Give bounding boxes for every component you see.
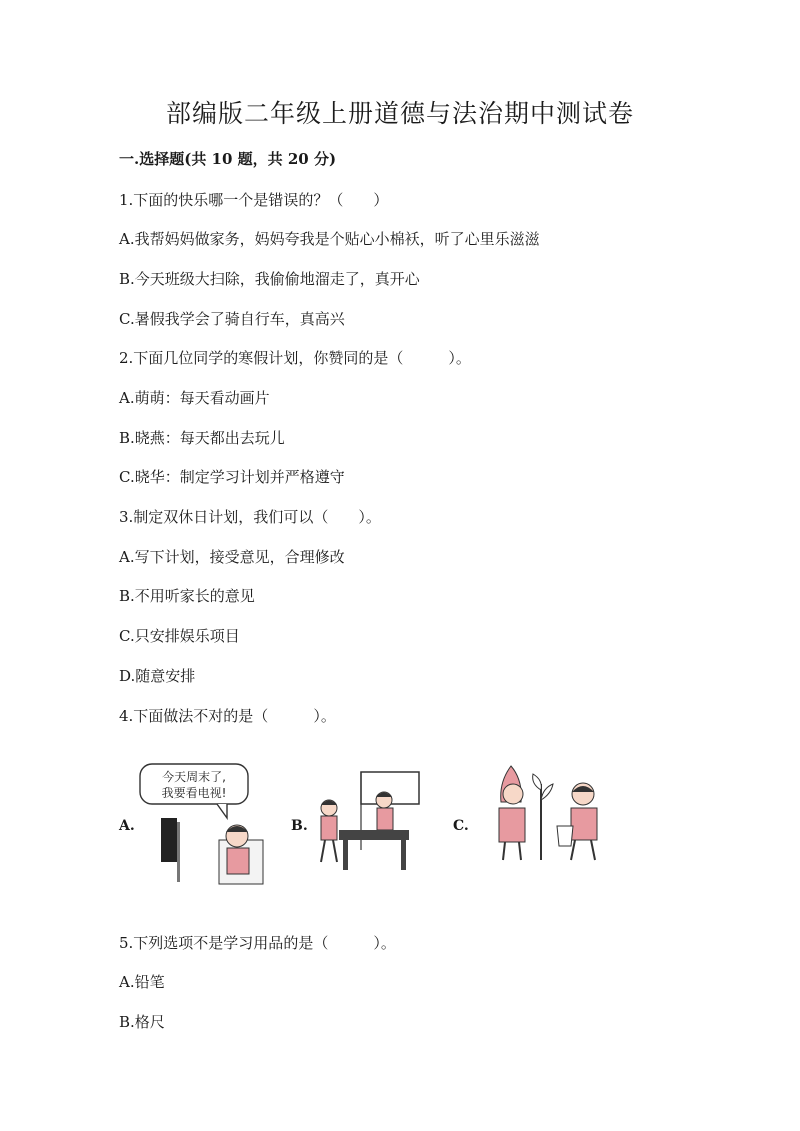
q1-option-b: B.今天班级大扫除，我偷偷地溜走了，真开心 bbox=[119, 270, 420, 288]
speech-bubble-line1: 今天周末了, bbox=[162, 770, 226, 784]
q3-option-d: D.随意安排 bbox=[119, 667, 196, 685]
tree-planting-illustration bbox=[491, 760, 613, 865]
speech-bubble-line2: 我要看电视! bbox=[161, 786, 227, 800]
cleaning-desk-illustration bbox=[309, 770, 424, 882]
q1-option-c: C.暑假我学会了骑自行车，真高兴 bbox=[119, 310, 345, 328]
question-4: 4.下面做法不对的是（ ）。 bbox=[119, 707, 336, 725]
q3-option-c: C.只安排娱乐项目 bbox=[119, 627, 240, 645]
question-4-pictures bbox=[119, 760, 679, 890]
q2-option-c: C.晓华：制定学习计划并严格遵守 bbox=[119, 468, 345, 486]
q1-option-a: A.我帮妈妈做家务，妈妈夸我是个贴心小棉袄，听了心里乐滋滋 bbox=[119, 230, 540, 248]
q4-option-a-label: A. bbox=[119, 818, 135, 834]
question-3: 3.制定双休日计划，我们可以（ ）。 bbox=[119, 508, 381, 526]
tv-watching-illustration bbox=[139, 760, 269, 885]
q3-option-a: A.写下计划，接受意见，合理修改 bbox=[119, 548, 345, 566]
section-heading: 一.选择题(共 10 题，共 20 分) bbox=[119, 150, 337, 168]
q4-option-b-label: B. bbox=[291, 818, 308, 834]
q5-option-a: A.铅笔 bbox=[119, 973, 165, 991]
q4-option-c-label: C. bbox=[453, 818, 469, 834]
q5-option-b: B.格尺 bbox=[119, 1013, 165, 1031]
question-2: 2.下面几位同学的寒假计划，你赞同的是（ ）。 bbox=[119, 349, 471, 367]
question-1: 1.下面的快乐哪一个是错误的？（ ） bbox=[119, 191, 389, 209]
q3-option-b: B.不用听家长的意见 bbox=[119, 587, 255, 605]
page-title: 部编版二年级上册道德与法治期中测试卷 bbox=[165, 99, 634, 128]
q2-option-a: A.萌萌：每天看动画片 bbox=[119, 389, 270, 407]
q2-option-b: B.晓燕：每天都出去玩儿 bbox=[119, 429, 285, 447]
question-5: 5.下列选项不是学习用品的是（ ）。 bbox=[119, 934, 396, 952]
